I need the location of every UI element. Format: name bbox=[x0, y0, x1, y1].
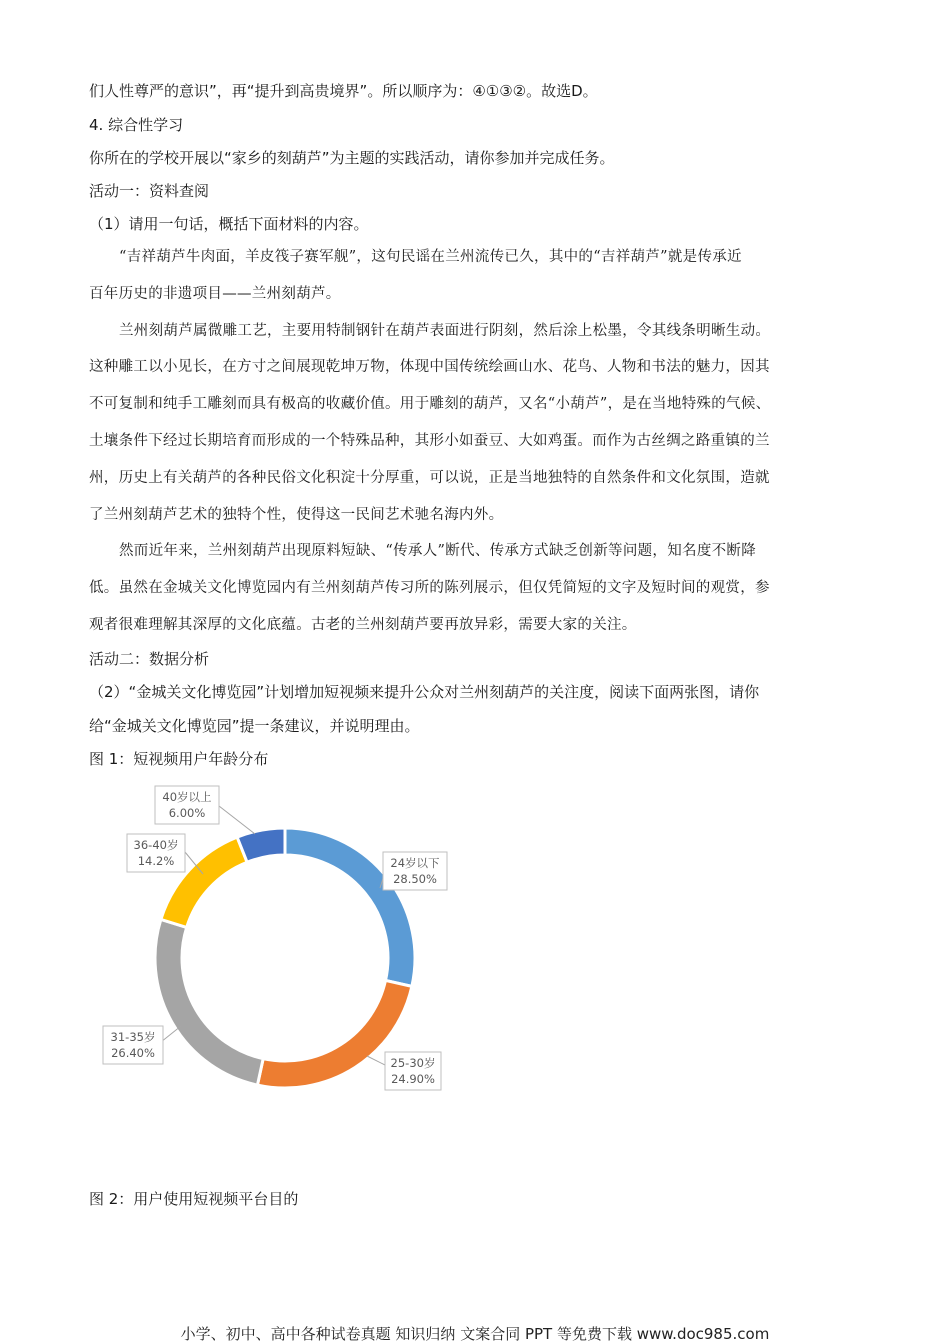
material-line: 这种雕工以小见长，在方寸之间展现乾坤万物，体现中国传统绘画山水、花鸟、人物和书法的魅力，因其 bbox=[89, 359, 770, 375]
material-line: “吉祥葫芦牛肉面，羊皮筏子赛军舰”，这句民谣在兰州流传已久，其中的“吉祥葫芦”就是传承近 bbox=[119, 249, 742, 265]
material-line: 低。虽然在金城关文化博览园内有兰州刻葫芦传习所的陈列展示，但仅凭简短的文字及短时间的观赏，参 bbox=[89, 580, 770, 596]
slice-category-label: 36-40岁 bbox=[133, 838, 179, 852]
text-line-conclusion: 们人性尊严的意识”，再“提升到高贵境界”。所以顺序为：④①③②。故选D。 bbox=[89, 82, 598, 100]
material-line: 州，历史上有关葫芦的各种民俗文化积淀十分厚重，可以说，正是当地独特的自然条件和文化氛围，造就 bbox=[89, 470, 770, 486]
task-intro: 你所在的学校开展以“家乡的刻葫芦”为主题的实践活动，请你参加并完成任务。 bbox=[89, 149, 615, 167]
slice-category-label: 40岁以上 bbox=[162, 790, 212, 804]
slice-value-label: 24.90% bbox=[391, 1072, 435, 1086]
material-line: 然而近年来，兰州刻葫芦出现原料短缺、“传承人”断代、传承方式缺乏创新等问题，知名度不断降 bbox=[119, 543, 757, 559]
label-leader-line bbox=[367, 1056, 387, 1066]
donut-slice bbox=[237, 828, 285, 862]
slice-value-label: 14.2% bbox=[137, 854, 175, 868]
donut-chart bbox=[95, 780, 475, 1100]
slice-category-label: 24岁以下 bbox=[390, 856, 440, 870]
label-leader-line bbox=[219, 806, 255, 834]
slice-value-label: 28.50% bbox=[393, 872, 437, 886]
material-line: 百年历史的非遗项目——兰州刻葫芦。 bbox=[89, 286, 341, 302]
material-line: 观者很难理解其深厚的文化底蕴。古老的兰州刻葫芦要再放异彩，需要大家的关注。 bbox=[89, 617, 637, 633]
slice-category-label: 31-35岁 bbox=[110, 1030, 156, 1044]
section-heading: 4. 综合性学习 bbox=[89, 116, 184, 134]
figure-1-caption: 图 1：短视频用户年龄分布 bbox=[89, 750, 269, 768]
donut-slice bbox=[155, 919, 263, 1085]
activity-two-heading: 活动二：数据分析 bbox=[89, 650, 210, 668]
material-line: 了兰州刻葫芦艺术的独特个性，使得这一民间艺术驰名海内外。 bbox=[89, 507, 504, 523]
footer-watermark: 小学、初中、高中各种试卷真题 知识归纳 文案合同 PPT 等免费下载 www.doc985.com bbox=[180, 1325, 770, 1343]
question-one: （1）请用一句话，概括下面材料的内容。 bbox=[89, 215, 369, 233]
activity-one-heading: 活动一：资料查阅 bbox=[89, 182, 210, 200]
question-two-cont: 给“金城关文化博览园”提一条建议，并说明理由。 bbox=[89, 717, 420, 735]
question-two: （2）“金城关文化博览园”计划增加短视频来提升公众对兰州刻葫芦的关注度，阅读下面两张图，请你 bbox=[89, 683, 760, 701]
material-line: 土壤条件下经过长期培育而形成的一个特殊品种，其形小如蚕豆、大如鸡蛋。而作为古丝绸之路重镇的兰 bbox=[89, 433, 770, 449]
material-line: 兰州刻葫芦属微雕工艺，主要用特制钢针在葫芦表面进行阴刻，然后涂上松墨，令其线条明晰生动。 bbox=[119, 323, 771, 339]
material-line: 不可复制和纯手工雕刻而具有极高的收藏价值。用于雕刻的葫芦，又名“小葫芦”，是在当地特殊的气候、 bbox=[89, 396, 771, 412]
slice-value-label: 6.00% bbox=[168, 806, 206, 820]
figure-2-caption: 图 2：用户使用短视频平台目的 bbox=[89, 1190, 299, 1208]
slice-category-label: 25-30岁 bbox=[390, 1056, 436, 1070]
slice-value-label: 26.40% bbox=[111, 1046, 155, 1060]
